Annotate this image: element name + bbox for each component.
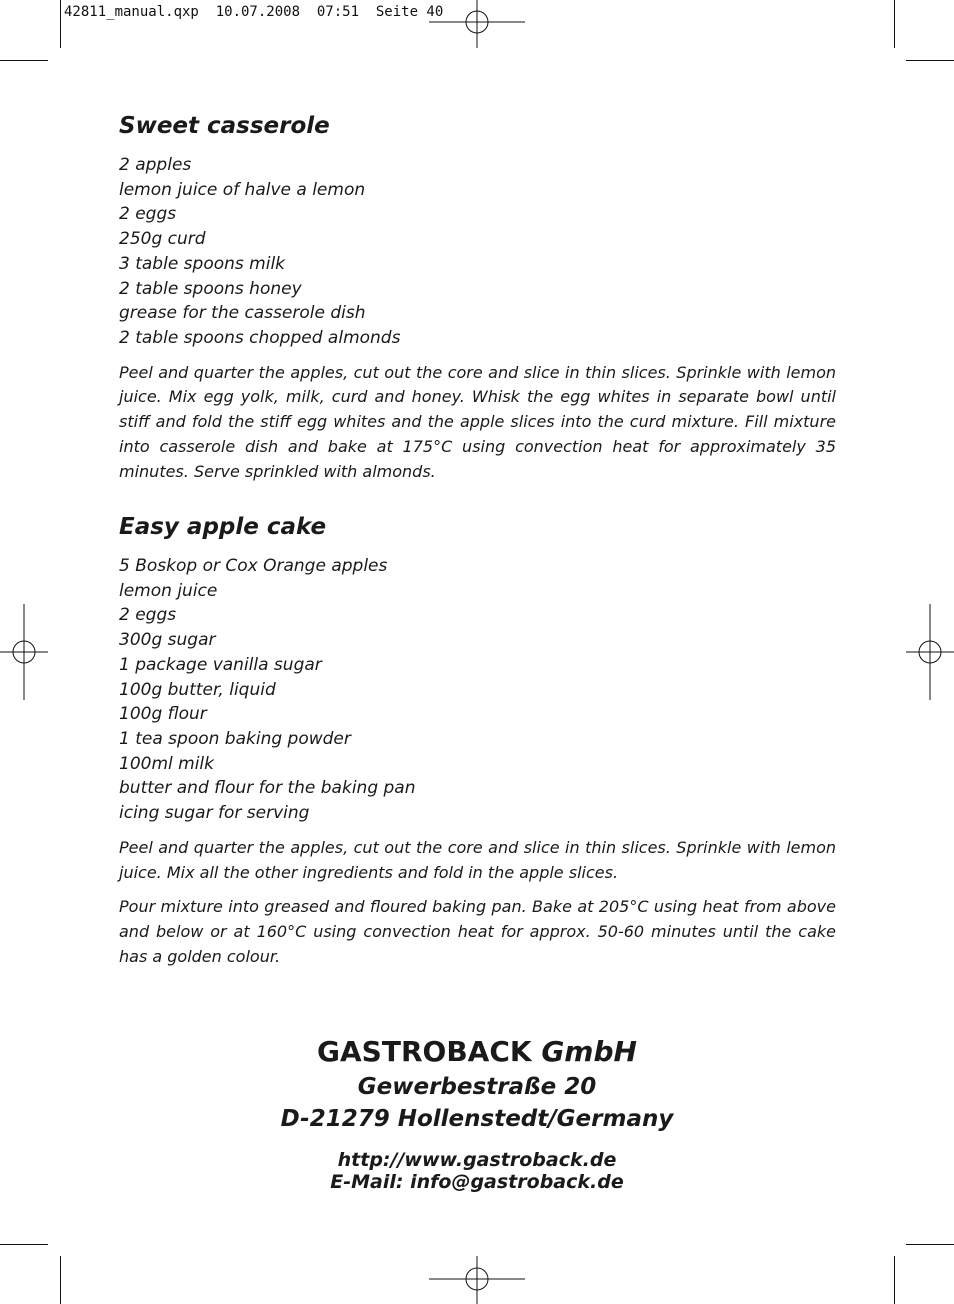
ingredient-item: 2 table spoons honey: [119, 278, 302, 299]
registration-mark-bottom-icon: [429, 1256, 525, 1304]
registration-mark-left-icon: [0, 604, 48, 700]
crop-mark-top-right-vertical: [894, 0, 895, 48]
website-link[interactable]: http://www.gastroback.de: [337, 1149, 617, 1171]
address-street: Gewerbestraße 20: [357, 1074, 597, 1100]
ingredient-item: 2 apples: [119, 155, 192, 175]
ingredient-item: 300g sugar: [119, 630, 216, 651]
crop-mark-top-left-vertical: [60, 0, 61, 48]
company-footer: [0, 1033, 954, 1193]
crop-mark-bottom-left-horizontal: [0, 1244, 48, 1245]
email-link[interactable]: E-Mail: info@gastroback.de: [330, 1171, 624, 1193]
crop-mark-bottom-left-vertical: [60, 1256, 61, 1304]
recipe-title: Sweet casserole: [119, 113, 330, 139]
recipe-title: Easy apple cake: [119, 514, 327, 540]
ingredient-item: grease for the casserole dish: [119, 303, 366, 324]
ingredient-item: 1 tea spoon baking powder: [119, 728, 351, 749]
ingredient-item: 2 table spoons chopped almonds: [119, 327, 401, 348]
company-name-main: GASTROBACK: [317, 1035, 532, 1068]
ingredient-item: 3 table spoons milk: [119, 253, 286, 274]
recipe-easy-apple-cake: [119, 514, 836, 980]
address-city: D-21279 Hollenstedt/Germany: [280, 1106, 674, 1132]
ingredient-item: 100g flour: [119, 704, 207, 725]
ingredient-list: [119, 554, 836, 826]
print-slug: 42811_manual.qxp 10.07.2008 07:51 Seite 40: [64, 4, 444, 20]
recipe-instructions: Pour mixture into greased and floured baking pan. Bake at 205°C using heat from above and below or at 160°C using convection heat for approx. 50-60 minutes until the cake has a golden colour.: [119, 897, 836, 966]
ingredient-item: 2 eggs: [119, 605, 177, 626]
recipe-sweet-casserole: [119, 113, 836, 495]
ingredient-item: icing sugar for serving: [119, 803, 310, 824]
ingredient-item: 1 package vanilla sugar: [119, 654, 322, 675]
crop-mark-bottom-right-vertical: [894, 1256, 895, 1304]
company-name: [0, 1033, 954, 1071]
ingredient-item: butter and flour for the baking pan: [119, 778, 416, 799]
recipe-instructions: Peel and quarter the apples, cut out the core and slice in thin slices. Sprinkle with lemon juice. Mix egg yolk, milk, curd and honey. Whisk the egg whites in separate bowl until stiff and fold the stiff egg whites and the apple slices into the curd mixture. Fill mixture into casserole dish and bake at 175°C using convection heat for approximately 35 minutes. Serve sprinkled with almonds.: [119, 362, 836, 481]
ingredient-item: 5 Boskop or Cox Orange apples: [119, 556, 388, 576]
crop-mark-bottom-right-horizontal: [906, 1244, 954, 1245]
ingredient-item: 250g curd: [119, 229, 206, 250]
ingredient-item: 2 eggs: [119, 204, 177, 225]
crop-mark-top-left-horizontal: [0, 60, 48, 61]
ingredient-item: 100g butter, liquid: [119, 679, 276, 700]
company-name-suffix: GmbH: [541, 1035, 637, 1068]
registration-mark-top-icon: [429, 0, 525, 48]
ingredient-item: 100ml milk: [119, 753, 214, 774]
registration-mark-right-icon: [906, 604, 954, 700]
ingredient-item: lemon juice: [119, 580, 218, 601]
ingredient-list: [119, 153, 836, 351]
recipe-instructions: Peel and quarter the apples, cut out the core and slice in thin slices. Sprinkle with lemon juice. Mix all the other ingredients and fold in the apple slices.: [119, 837, 836, 882]
ingredient-item: lemon juice of halve a lemon: [119, 179, 366, 200]
crop-mark-top-right-horizontal: [906, 60, 954, 61]
